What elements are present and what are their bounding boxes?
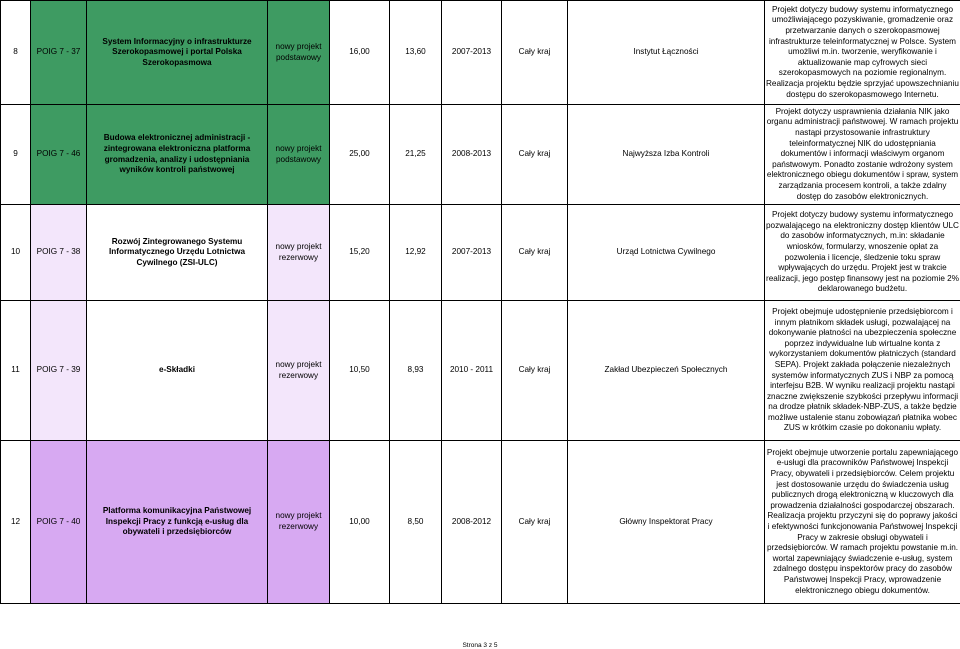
project-name: System Informacyjny o infrastrukturze Szerokopasmowej i portal Polska Szerokopasmowa — [87, 1, 268, 105]
project-name: Budowa elektronicznej administracji - zintegrowana elektroniczna platforma gromadzenia, analizy i udostępniania wyników kontroli państwowej — [87, 105, 268, 205]
project-code: POIG 7 - 46 — [31, 105, 87, 205]
implementation-period: 2008-2012 — [442, 441, 502, 604]
project-name: Platforma komunikacyjna Państwowej Inspekcji Pracy z funkcją e-usług dla obywateli i przedsiębiorców — [87, 441, 268, 604]
implementation-period: 2010 - 2011 — [442, 301, 502, 441]
implementation-area: Cały kraj — [502, 105, 568, 205]
project-number: 10 — [1, 205, 31, 301]
beneficiary-institution: Najwyższa Izba Kontroli — [568, 105, 765, 205]
implementation-area: Cały kraj — [502, 205, 568, 301]
table-row — [1, 1, 960, 105]
table-row — [1, 301, 960, 441]
eu-cost: 13,60 — [390, 1, 442, 105]
project-name: e-Składki — [87, 301, 268, 441]
table-row — [1, 441, 960, 604]
project-description: Projekt obejmuje udostępnienie przedsiębiorcom i innym płatnikom składek usługi, pozwalającej na dokonywanie płatności na ubezpieczenia społeczne poprzez indywidualne lub wirtualne konta z wykorzystaniem dokumentów płatniczych (standard SEPA). Projekt zakłada połączenie niezależnych systemów informatycznych ZUS i NBP za pomocą interfejsu B2B. W wyniku realizacji projektu nastąpi znaczne zwiększenie szybkości przepływu informacji na drodze płatnik składek-NBP-ZUS, a także będzie możliwe ustalenie stanu zobowiązań płatnika wobec ZUS w krótkim czasie po dokonaniu wpłaty. — [765, 301, 960, 441]
project-description: Projekt obejmuje utworzenie portalu zapewniającego e-usługi dla pracowników Państwowej Inspekcji Pracy, obywateli i przedsiębiorców. Celem projektu jest dostosowanie urzędu do świadczenia usług publicznych drogą elektroniczną w kluczowych dla prowadzenia działalności gospodarczej obszarach. Realizacja projektu przyczyni się do poprawy jakości i efektywności funkcjonowania Państwowej Inspekcji Pracy w zakresie obsługi obywateli i przedsiębiorców. W ramach projektu powstanie m.in. wortal zapewniający świadczenie e-usług, system zdalnego dostępu inspektorów pracy do zasobów Państwowej Inspekcji Pracy, wprowadzenie elektronicznego obiegu dokumentów. — [765, 441, 960, 604]
project-number: 8 — [1, 1, 31, 105]
eu-cost: 12,92 — [390, 205, 442, 301]
table-row — [1, 205, 960, 301]
project-code: POIG 7 - 37 — [31, 1, 87, 105]
total-cost: 10,50 — [330, 301, 390, 441]
total-cost: 25,00 — [330, 105, 390, 205]
total-cost: 15,20 — [330, 205, 390, 301]
project-number: 12 — [1, 441, 31, 604]
project-description: Projekt dotyczy budowy systemu informatycznego pozwalającego na elektroniczny dostęp klientów ULC do zasobów informatycznych, m.in: składanie wniosków, formularzy, wnoszenie opłat za pozwolenia i licencje, śledzenie toku spraw wpływających do urzędu. Projekt jest w trakcie realizacji, jego postęp finansowy jest na poziomie 2% deklarowanego budżetu. — [765, 205, 960, 301]
eu-cost: 8,50 — [390, 441, 442, 604]
project-code: POIG 7 - 38 — [31, 205, 87, 301]
project-code: POIG 7 - 39 — [31, 301, 87, 441]
implementation-area: Cały kraj — [502, 441, 568, 604]
project-code: POIG 7 - 40 — [31, 441, 87, 604]
implementation-area: Cały kraj — [502, 301, 568, 441]
beneficiary-institution: Zakład Ubezpieczeń Społecznych — [568, 301, 765, 441]
implementation-period: 2007-2013 — [442, 205, 502, 301]
total-cost: 10,00 — [330, 441, 390, 604]
project-type: nowy projekt rezerwowy — [268, 205, 330, 301]
total-cost: 16,00 — [330, 1, 390, 105]
eu-cost: 8,93 — [390, 301, 442, 441]
implementation-period: 2007-2013 — [442, 1, 502, 105]
beneficiary-institution: Instytut Łączności — [568, 1, 765, 105]
project-type: nowy projekt rezerwowy — [268, 301, 330, 441]
beneficiary-institution: Główny Inspektorat Pracy — [568, 441, 765, 604]
table-row — [1, 105, 960, 205]
beneficiary-institution: Urząd Lotnictwa Cywilnego — [568, 205, 765, 301]
project-type: nowy projekt rezerwowy — [268, 441, 330, 604]
page-number: Strona 3 z 5 — [462, 642, 498, 649]
project-description: Projekt dotyczy budowy systemu informatycznego umożliwiającego pozyskiwanie, gromadzenie oraz przetwarzanie danych o szerokopasmowej infrastrukturze teleinformatycznej w Polsce. System umożliwi m.in. tworzenie, weryfikowanie i aktualizowanie map cyfrowych sieci szerokopasmowych na poziomie regionalnym. Realizacja projektu będzie sprzyjać upowszechnianiu dostępu do szerokopasmowego Internetu. — [765, 1, 960, 105]
project-type: nowy projekt podstawowy — [268, 105, 330, 205]
project-description: Projekt dotyczy usprawnienia działania NIK jako organu administracji państwowej. W ramach projektu nastąpi przystosowanie infrastruktury teleinformatycznej NIK do udostępniania dokumentów i informacji właściwym organom państwowym. Ponadto zostanie wdrożony system elektronicznego obiegu dokumentów i spraw, system zarządzania procesem kontroli, a także zdalny dostęp do zasobów elektronicznych. — [765, 105, 960, 205]
implementation-period: 2008-2013 — [442, 105, 502, 205]
project-name: Rozwój Zintegrowanego Systemu Informatycznego Urzędu Lotnictwa Cywilnego (ZSI-ULC) — [87, 205, 268, 301]
implementation-area: Cały kraj — [502, 1, 568, 105]
project-number: 9 — [1, 105, 31, 205]
project-type: nowy projekt podstawowy — [268, 1, 330, 105]
eu-cost: 21,25 — [390, 105, 442, 205]
project-number: 11 — [1, 301, 31, 441]
